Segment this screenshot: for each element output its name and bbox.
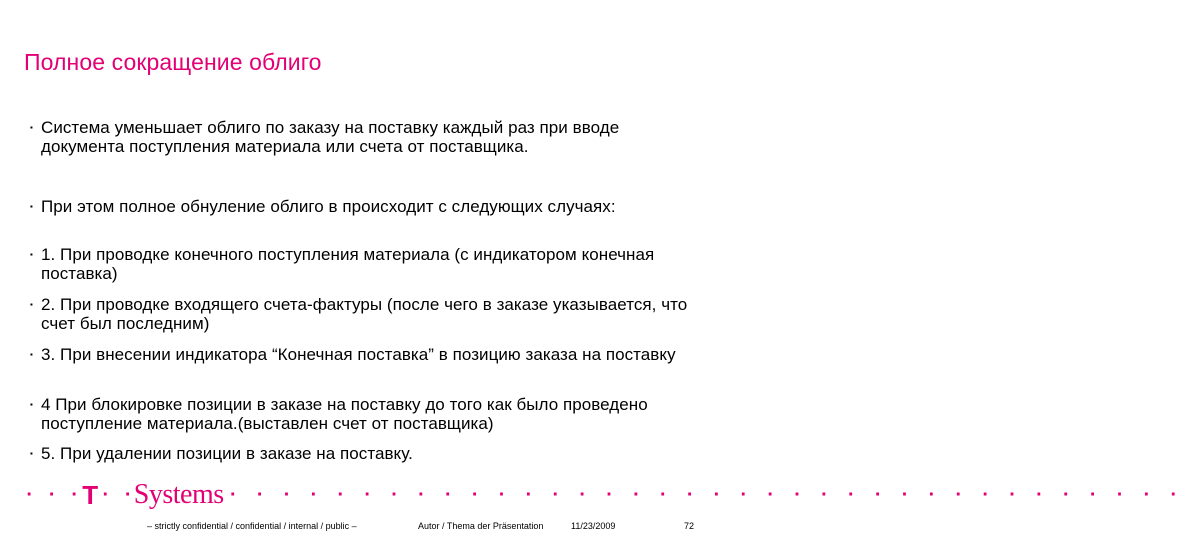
bullet-text: 2. При проводке входящего счета-фактуры (после чего в заказе указывается, что счет был последним) bbox=[41, 295, 688, 333]
list-item bbox=[30, 345, 690, 364]
logo-dots-right: · · · · · · · · · · · · · · · · · · · · · · · · · · · · · · · · · · · · bbox=[227, 485, 1182, 505]
bullet-marker-icon: ▪ bbox=[30, 123, 33, 132]
bullet-text: 1. При проводке конечного поступления материала (с индикатором конечная поставка) bbox=[41, 245, 655, 283]
bullet-marker-icon: ▪ bbox=[30, 202, 33, 211]
list-item bbox=[30, 444, 690, 463]
list-item bbox=[30, 395, 690, 433]
bullet-text: При этом полное обнуление облиго в происходит с следующих случаях: bbox=[41, 197, 616, 216]
t-systems-logo bbox=[24, 477, 1182, 513]
bullet-text: 5. При удалении позиции в заказе на поставку. bbox=[41, 444, 413, 463]
bullet-text: 4 При блокировке позиции в заказе на поставку до того как было проведено поступление материала.(выставлен счет от поставщика) bbox=[41, 395, 648, 433]
bullet-text: Система уменьшает облиго по заказу на поставку каждый раз при вводе документа поступления материала или счета от поставщика. bbox=[41, 118, 620, 156]
logo-dots-mid: · · bbox=[100, 485, 134, 505]
list-item bbox=[30, 118, 690, 156]
bullet-marker-icon: ▪ bbox=[30, 300, 33, 309]
list-item bbox=[30, 245, 690, 283]
bullet-marker-icon: ▪ bbox=[30, 350, 33, 359]
bullet-marker-icon: ▪ bbox=[30, 449, 33, 458]
list-item bbox=[30, 197, 690, 216]
t-logo-icon: T bbox=[82, 479, 99, 510]
list-item bbox=[30, 295, 690, 333]
bullet-marker-icon: ▪ bbox=[30, 250, 33, 259]
logo-dots-left: · · · bbox=[24, 485, 81, 505]
bullet-marker-icon: ▪ bbox=[30, 400, 33, 409]
slide-title: Полное сокращение облиго bbox=[24, 49, 322, 75]
logo-wordmark: Systems bbox=[133, 479, 224, 510]
footer-date: 11/23/2009 bbox=[571, 521, 616, 531]
bullet-text: 3. При внесении индикатора “Конечная поставка” в позицию заказа на поставку bbox=[41, 345, 676, 364]
footer-author: Autor / Thema der Präsentation bbox=[418, 521, 544, 531]
footer-page-number: 72 bbox=[684, 521, 695, 531]
footer-confidentiality: – strictly confidential / confidential / internal / public – bbox=[147, 521, 357, 531]
